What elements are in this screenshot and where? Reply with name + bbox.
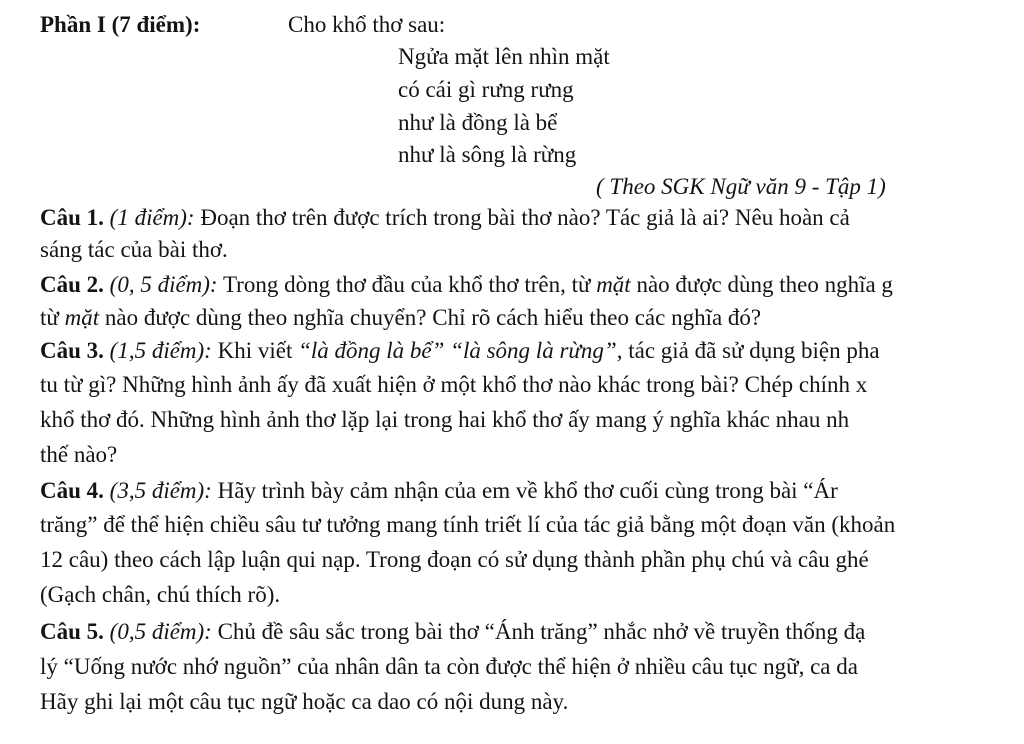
poem-line-3: như là đồng là bể xyxy=(398,110,558,135)
poem-line-1: Ngửa mặt lên nhìn mặt xyxy=(398,44,610,69)
question-3-line-3: khổ thơ đó. Những hình ảnh thơ lặp lại trong hai khổ thơ ấy mang ý nghĩa khác nhau nh xyxy=(40,407,850,432)
question-4-label: Câu 4. xyxy=(40,478,104,503)
question-4-points: (3,5 điểm): xyxy=(109,478,212,503)
question-2-text-a: Trong dòng thơ đầu của khổ thơ trên, từ xyxy=(222,272,591,297)
question-5-line-2: lý “Uống nước nhớ nguồn” của nhân dân ta còn được thể hiện ở nhiều câu tục ngữ, ca da xyxy=(40,654,858,679)
question-5-label: Câu 5. xyxy=(40,619,104,644)
question-4-line-3: 12 câu) theo cách lập luận qui nạp. Trong đoạn có sử dụng thành phần phụ chú và câu ghé xyxy=(40,547,869,572)
question-3-text-b: tác giả đã sử dụng biện pha xyxy=(628,338,880,363)
question-3-text-a: Khi viết xyxy=(217,338,293,363)
question-2-label: Câu 2. xyxy=(40,272,104,297)
question-3-points: (1,5 điểm): xyxy=(109,338,212,363)
question-1-line-2: sáng tác của bài thơ. xyxy=(40,237,228,262)
question-1-label: Câu 1. xyxy=(40,205,104,230)
question-2-line-1 xyxy=(40,273,893,296)
question-3-line-2: tu từ gì? Những hình ảnh ấy đã xuất hiện ở một khổ thơ nào khác trong bài? Chép chính x xyxy=(40,372,868,397)
question-2-emphasis: mặt xyxy=(596,272,631,297)
question-1-points: (1 điểm): xyxy=(109,205,195,230)
part-intro: Cho khổ thơ sau: xyxy=(288,12,446,37)
question-2-line-2 xyxy=(40,306,761,329)
question-3-line-4: thế nào? xyxy=(40,442,118,467)
question-3-emphasis: “là đồng là bể” “là sông là rừng”, xyxy=(298,338,623,363)
question-4-line-4: (Gạch chân, chú thích rõ). xyxy=(40,582,281,607)
question-5-line-3: Hãy ghi lại một câu tục ngữ hoặc ca dao có nội dung này. xyxy=(40,689,569,714)
question-1-text: Đoạn thơ trên được trích trong bài thơ nào? Tác giả là ai? Nêu hoàn cả xyxy=(200,205,850,230)
question-4-text: Hãy trình bày cảm nhận của em về khổ thơ cuối cùng trong bài “Ár xyxy=(217,478,838,503)
part-title: Phần I (7 điểm): xyxy=(40,12,201,37)
question-2-line2-a: từ xyxy=(40,305,59,330)
question-2-line2-emphasis: mặt xyxy=(64,305,100,330)
question-4-line-1 xyxy=(40,479,838,502)
question-5-text: Chủ đề sâu sắc trong bài thơ “Ánh trăng” nhắc nhở về truyền thống đạ xyxy=(217,619,866,644)
poem-line-4: như là sông là rừng xyxy=(398,142,577,167)
question-1-line-1 xyxy=(40,206,850,229)
question-2-text-b: nào được dùng theo nghĩa g xyxy=(636,272,893,297)
poem-line-2: có cái gì rưng rưng xyxy=(398,77,574,102)
question-5-points: (0,5 điểm): xyxy=(109,619,212,644)
poem-source: ( Theo SGK Ngữ văn 9 - Tập 1) xyxy=(596,174,886,199)
question-3-label: Câu 3. xyxy=(40,338,104,363)
question-4-line-2: trăng” để thể hiện chiều sâu tư tưởng mang tính triết lí của tác giả bằng một đoạn văn (khoản xyxy=(40,512,896,537)
question-5-line-1 xyxy=(40,620,865,643)
question-3-line-1 xyxy=(40,339,880,362)
question-2-points: (0, 5 điểm): xyxy=(109,272,218,297)
question-2-line2-b: nào được dùng theo nghĩa chuyển? Chỉ rõ cách hiểu theo các nghĩa đó? xyxy=(104,305,762,330)
